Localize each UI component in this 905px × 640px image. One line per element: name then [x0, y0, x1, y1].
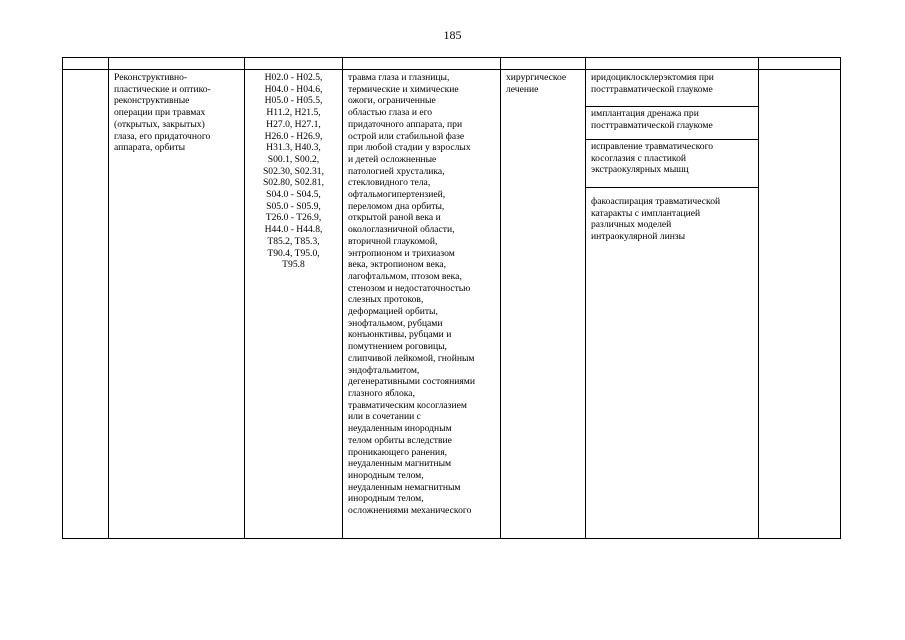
care-type-name: Реконструктивно- пластические и оптико- реконструктивные операции при травмах (открытых, закрытых) глаза, его придаточного аппарата, орбиты [114, 72, 211, 154]
procedure-item: иридоциклосклерэктомия при посттравматической глаукоме [586, 71, 759, 107]
procedure-item: факоаспирация травматической катаракты с имплантацией различных моделей интраокулярной линзы [591, 196, 721, 243]
table-header-row [63, 58, 840, 70]
column-divider [500, 58, 501, 538]
procedure-item: имплантация дренажа при посттравматической глаукоме [586, 107, 759, 140]
patient-model: травма глаза и глазницы, термические и химические ожоги, ограниченные областью глаза и его придаточного аппарата, при острой или стабильной фазе при любой стадии у взрослых и детей осложненные патологией хрусталика, стекловидного тела, офтальмогипертензией, переломом дна орбиты, открытой раной века и окологлазничной области, вторичной глаукомой, энтропионом и трихиазом века, эктропионом века, лагофтальмом, птозом века, стенозом и недостаточностью слезных протоков, деформацией орбиты, энофтальмом, рубцами конъюнктивы, рубцами и помутнением роговицы, слипчивой лейкомой, гнойным эндофтальмитом, дегенеративными состояниями глазного яблока, травматическим косоглазием или в сочетании с неудаленным инородным телом орбиты вследствие проникающего ранения, неудаленным магнитным инородным телом, неудаленным немагнитным инородным телом, осложнениями механического [348, 72, 475, 517]
treatment-type: хирургическое лечение [506, 72, 567, 95]
procedure-item: исправление травматического косоглазия с пластикой экстраокулярных мышц [586, 140, 759, 188]
medical-care-table [62, 57, 841, 539]
column-divider [342, 58, 343, 538]
icd-codes: H02.0 - H02.5, H04.0 - H04.6, H05.0 - H05.5, H11.2, H21.5, H27.0, H27.1, H26.0 - H26.9, H31.3, H40.3, S00.1, S00.2, S02.30, S02.31, S02.80, S02.81, S04.0 - S04.5, S05.0 - S05.9, T26.0 - T26.9, H44.0 - H44.8, T85.2, T85.3, T90.4, T95.0, T95.8 [262, 72, 325, 271]
column-divider [108, 58, 109, 538]
page-number: 185 [443, 28, 462, 42]
